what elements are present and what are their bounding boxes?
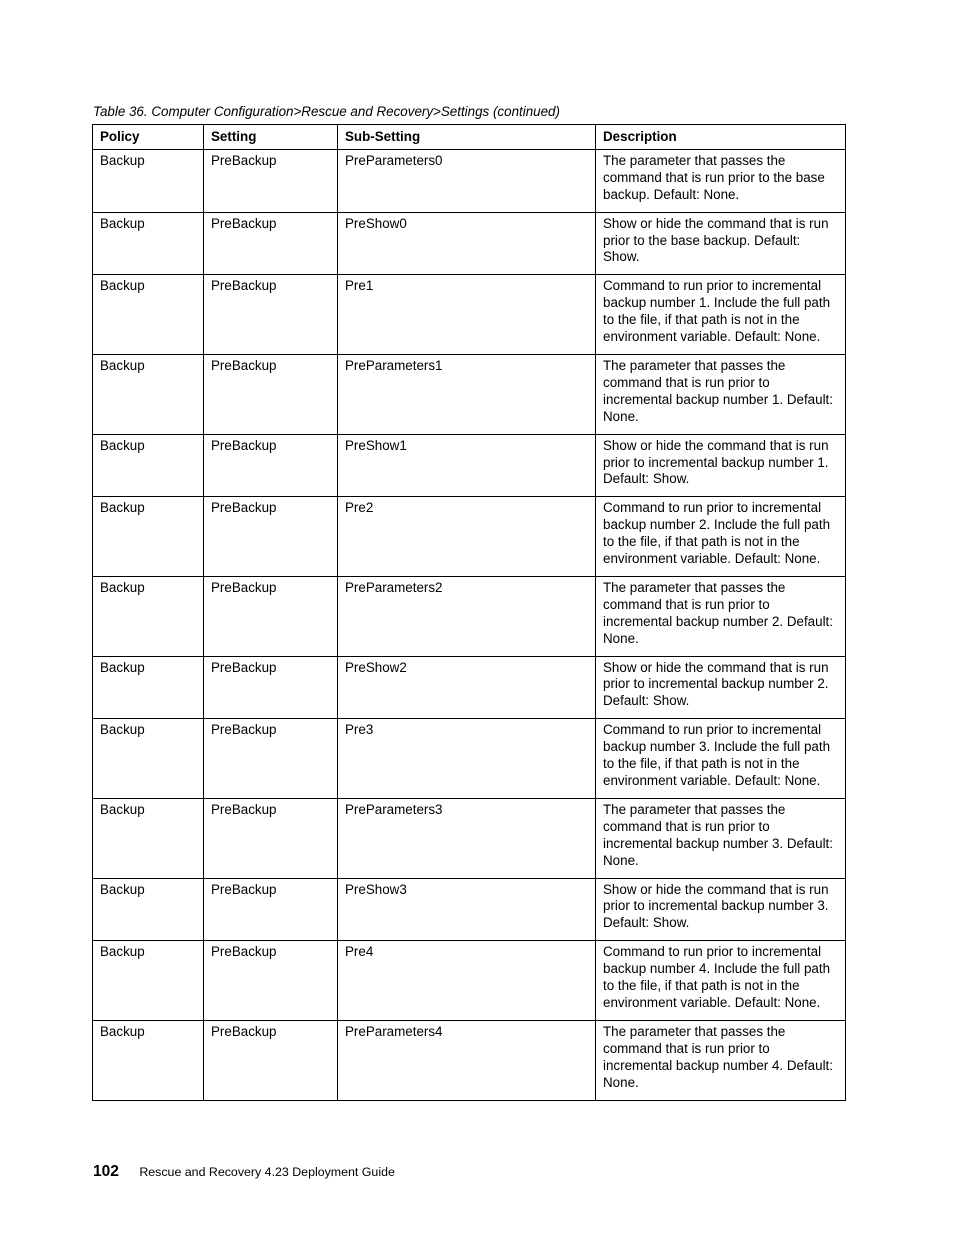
page-number: 102 xyxy=(93,1163,119,1180)
sub-setting-cell: PreParameters0 xyxy=(338,149,596,212)
setting-cell: PreBackup xyxy=(204,941,338,1021)
description-cell: Show or hide the command that is run prior to incremental backup number 2. Default: Show. xyxy=(596,656,846,719)
sub-setting-cell: PreShow2 xyxy=(338,656,596,719)
sub-setting-cell: PreParameters3 xyxy=(338,798,596,878)
document-title: Rescue and Recovery 4.23 Deployment Guide xyxy=(139,1165,395,1179)
column-header-setting: Setting xyxy=(204,125,338,150)
policy-cell: Backup xyxy=(93,878,204,941)
description-cell: The parameter that passes the command that is run prior to incremental backup number 3. Default: None. xyxy=(596,798,846,878)
policy-cell: Backup xyxy=(93,576,204,656)
table-row xyxy=(93,576,846,656)
description-cell: The parameter that passes the command that is run prior to the base backup. Default: None. xyxy=(596,149,846,212)
setting-cell: PreBackup xyxy=(204,275,338,355)
settings-table xyxy=(92,124,846,1101)
policy-cell: Backup xyxy=(93,497,204,577)
table-row xyxy=(93,212,846,275)
setting-cell: PreBackup xyxy=(204,576,338,656)
sub-setting-cell: Pre4 xyxy=(338,941,596,1021)
description-cell: The parameter that passes the command that is run prior to incremental backup number 4. Default: None. xyxy=(596,1020,846,1100)
table-header-row xyxy=(93,125,846,150)
description-cell: Command to run prior to incremental backup number 4. Include the full path to the file, if that path is not in the environment variable. Default: None. xyxy=(596,941,846,1021)
setting-cell: PreBackup xyxy=(204,719,338,799)
policy-cell: Backup xyxy=(93,941,204,1021)
table-row xyxy=(93,656,846,719)
setting-cell: PreBackup xyxy=(204,212,338,275)
setting-cell: PreBackup xyxy=(204,497,338,577)
table-row xyxy=(93,497,846,577)
sub-setting-cell: Pre1 xyxy=(338,275,596,355)
sub-setting-cell: PreShow1 xyxy=(338,434,596,497)
table-row xyxy=(93,941,846,1021)
sub-setting-cell: Pre2 xyxy=(338,497,596,577)
description-cell: Show or hide the command that is run prior to incremental backup number 1. Default: Show. xyxy=(596,434,846,497)
setting-cell: PreBackup xyxy=(204,656,338,719)
table-row xyxy=(93,434,846,497)
table-row xyxy=(93,149,846,212)
policy-cell: Backup xyxy=(93,354,204,434)
setting-cell: PreBackup xyxy=(204,798,338,878)
table-row xyxy=(93,1020,846,1100)
setting-cell: PreBackup xyxy=(204,149,338,212)
sub-setting-cell: PreShow0 xyxy=(338,212,596,275)
policy-cell: Backup xyxy=(93,212,204,275)
description-cell: Command to run prior to incremental backup number 3. Include the full path to the file, if that path is not in the environment variable. Default: None. xyxy=(596,719,846,799)
column-header-sub-setting: Sub-Setting xyxy=(338,125,596,150)
setting-cell: PreBackup xyxy=(204,878,338,941)
sub-setting-cell: PreParameters2 xyxy=(338,576,596,656)
policy-cell: Backup xyxy=(93,1020,204,1100)
table-row xyxy=(93,719,846,799)
description-cell: Command to run prior to incremental backup number 1. Include the full path to the file, if that path is not in the environment variable. Default: None. xyxy=(596,275,846,355)
setting-cell: PreBackup xyxy=(204,354,338,434)
policy-cell: Backup xyxy=(93,275,204,355)
table-row xyxy=(93,275,846,355)
column-header-description: Description xyxy=(596,125,846,150)
table-caption: Table 36. Computer Configuration>Rescue and Recovery>Settings (continued) xyxy=(93,104,560,119)
table-row xyxy=(93,354,846,434)
table-row xyxy=(93,798,846,878)
policy-cell: Backup xyxy=(93,149,204,212)
table-row xyxy=(93,878,846,941)
setting-cell: PreBackup xyxy=(204,434,338,497)
description-cell: Show or hide the command that is run prior to the base backup. Default: Show. xyxy=(596,212,846,275)
column-header-policy: Policy xyxy=(93,125,204,150)
setting-cell: PreBackup xyxy=(204,1020,338,1100)
sub-setting-cell: Pre3 xyxy=(338,719,596,799)
description-cell: Show or hide the command that is run prior to incremental backup number 3. Default: Show. xyxy=(596,878,846,941)
sub-setting-cell: PreParameters4 xyxy=(338,1020,596,1100)
policy-cell: Backup xyxy=(93,798,204,878)
sub-setting-cell: PreParameters1 xyxy=(338,354,596,434)
policy-cell: Backup xyxy=(93,656,204,719)
policy-cell: Backup xyxy=(93,434,204,497)
page-footer xyxy=(93,1163,395,1181)
description-cell: Command to run prior to incremental backup number 2. Include the full path to the file, if that path is not in the environment variable. Default: None. xyxy=(596,497,846,577)
policy-cell: Backup xyxy=(93,719,204,799)
description-cell: The parameter that passes the command that is run prior to incremental backup number 1. Default: None. xyxy=(596,354,846,434)
sub-setting-cell: PreShow3 xyxy=(338,878,596,941)
description-cell: The parameter that passes the command that is run prior to incremental backup number 2. Default: None. xyxy=(596,576,846,656)
